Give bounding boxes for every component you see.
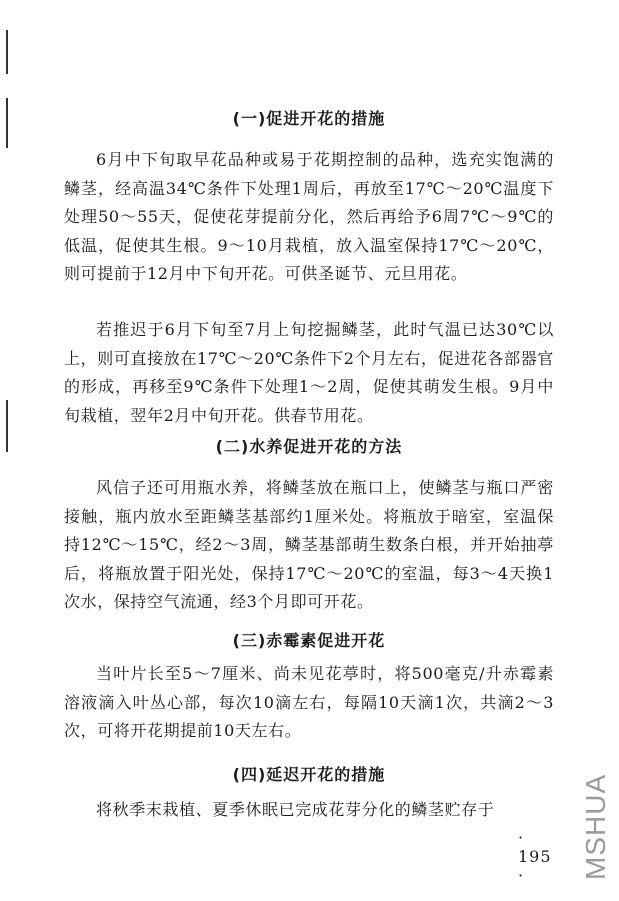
watermark-text: MSHUA	[580, 773, 611, 880]
scan-edge-line-middle	[6, 98, 8, 148]
section-heading-water-culture: (二)水养促进开花的方法	[215, 437, 403, 456]
section-heading-promote-flowering: (一)促进开花的措施	[232, 109, 386, 128]
paragraph-late-digging-treatment: 若推迟于6月下旬至7月上旬挖掘鳞茎，此时气温已达30℃以上，则可直接放在17℃～20℃条件下2个月左右，促进花各部器官的形成，再移至9℃条件下处理1～2周，促使其萌发生根。9月中旬栽植，翌年2月中旬开花。供春节用花。	[64, 320, 554, 425]
section-heading-delay-flowering: (四)延迟开花的措施	[232, 765, 386, 784]
paragraph-delay-flowering: 将秋季末栽植、夏季休眠已完成花芽分化的鳞茎贮存于	[96, 800, 495, 819]
paragraph-early-variety-treatment: 6月中下旬取早花品种或易于花期控制的品种，选充实饱满的鳞茎，经高温34℃条件下处理1周后，再放至17℃～20℃温度下处理50～55天，促使花芽提前分化，然后再给予6周7℃～9℃的低温，促使其生根。9～10月栽植，放入温室保持17℃～20℃，则可提前于12月中下旬开花。可供圣诞节、元旦用花。	[64, 150, 554, 283]
page-number: · 195 ·	[518, 828, 552, 885]
paragraph-water-culture: 风信子还可用瓶水养，将鳞茎放在瓶口上，使鳞茎与瓶口严密接触，瓶内放水至距鳞茎基部约1厘米处。将瓶放于暗室，室温保持12℃～15℃，经2～3周，鳞茎基部萌生数条白根，并开始抽葶后，将瓶放置于阳光处，保持17℃～20℃的室温，每3～4天换1次水，保持空气流通，经3个月即可开花。	[64, 478, 554, 611]
scan-edge-line-bottom	[6, 400, 8, 452]
section-heading-gibberellin: (三)赤霉素促进开花	[232, 631, 386, 650]
paragraph-gibberellin: 当叶片长至5～7厘米、尚未见花葶时，将500毫克/升赤霉素溶液滴入叶丛心部，每次10滴左右，每隔10天滴1次，共滴2～3次，可将开花期提前10天左右。	[64, 664, 554, 740]
scan-edge-line-top	[6, 30, 8, 74]
